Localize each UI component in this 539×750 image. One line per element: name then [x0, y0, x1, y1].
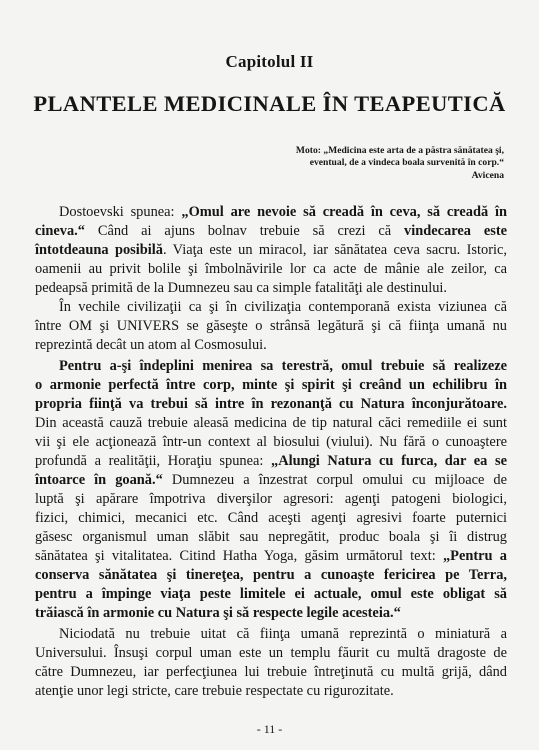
text-segment: către Dumnezeu, iar perfecţiunea lui trebuie întreţinută cu multă grijă, dând [35, 664, 507, 680]
text-line [35, 604, 507, 623]
text-segment: Niciodată nu trebuie uitat că fiinţa umană reprezintă o miniatură a [59, 626, 507, 642]
bold-text: întoarce în goană.“ [35, 472, 163, 488]
text-line [35, 433, 507, 452]
text-segment: Când ai ajuns bolnav trebuie să crezi că [84, 223, 405, 239]
text-segment: Dumnezeu a înzestrat corpul omului cu mijloace de [162, 472, 507, 488]
text-segment: Din această cauză trebuie aleasă medicina de tip natural căci remediile ei sunt [35, 415, 507, 431]
text-line [35, 203, 507, 222]
text-line [35, 566, 507, 585]
chapter-heading: Capitolul II [225, 52, 314, 71]
text-line [35, 414, 507, 433]
bold-text: „Omul are nevoie să creadă în ceva, să creadă în [181, 204, 507, 220]
text-segment: între OM şi UNIVERS se găseşte o strânsă legătură şi că fiinţa umană nu [35, 318, 507, 334]
text-line [35, 452, 507, 471]
text-segment: atenţie unor legi stricte, care trebuie respectate cu rigurozitate. [35, 683, 394, 699]
bold-text: întotdeauna posibilă [35, 242, 163, 258]
text-segment: reprezintă decât un atom al Cosmosului. [35, 337, 267, 353]
bold-text: propria fiinţă va trebui să intre în rezonanţă cu Natura înconjurătoare. [35, 396, 507, 412]
text-line [35, 376, 507, 395]
text-segment: vii şi ele acţionează într-un context al biosului (viului). Nu fără o cunoaştere [35, 434, 507, 450]
text-line [35, 241, 507, 260]
text-line [35, 682, 507, 701]
text-line [35, 357, 507, 376]
motto-line: Moto: „Medicina este arta de a păstra sănătatea şi, [295, 145, 504, 156]
text-segment: profundă a realităţii, Horaţiu spunea: [35, 453, 271, 469]
text-line [35, 222, 507, 241]
page-number: - 11 - [256, 722, 283, 736]
bold-text: vindecarea este [404, 223, 507, 239]
bold-text: conserva sănătatea şi tinereţea, pentru a cunoaşte fericirea pe Terra, [35, 567, 507, 583]
bold-text: Pentru a-şi îndeplini menirea sa terestră, omul trebuie să realizeze [59, 358, 507, 374]
text-segment: Dostoevski spunea: [59, 204, 182, 220]
body-text [35, 203, 507, 701]
bold-text: o armonie perfectă între corp, minte şi spirit şi creând un echilibru în [35, 377, 507, 393]
text-line [35, 471, 507, 490]
text-segment: oamenii au privit bolile şi îmbolnăvirile lor ca acte de mânie ale zeilor, ca [35, 261, 507, 277]
bold-text: „Alungi Natura cu furca, dar ea se [271, 453, 507, 469]
text-line [35, 317, 507, 336]
text-segment: fizici, chimici, mecanici etc. Când aceşti agenţi agresivi foarte puternici [35, 510, 507, 526]
text-line [35, 490, 507, 509]
text-segment: În vechile civilizaţii ca şi în civilizaţia contemporană exista viziunea că [59, 299, 507, 315]
text-line [35, 528, 507, 547]
text-line [35, 547, 507, 566]
text-line [35, 395, 507, 414]
text-line [35, 585, 507, 604]
bold-text: „Pentru a [442, 548, 507, 564]
text-line [35, 279, 507, 298]
text-segment: sănătatea şi vitalitatea. Citind Hatha Yoga, găsim următorul text: [35, 548, 443, 564]
text-segment: pedeapsă primită de la Dumnezeu sau ca simple fatalităţi ale destinului. [35, 280, 447, 296]
motto-line: eventual, de a vindeca boala survenită în corp.“ [309, 157, 504, 169]
bold-text: pentru a împinge viaţa peste limitele ei actuale, omul este obligat să [35, 586, 507, 602]
text-segment: Universului. Însuşi corpul uman este un templu făurit cu multă dragoste de [35, 645, 507, 661]
text-segment: luptă şi apărare împotriva diverşilor agresori: agenţi patogeni biologici, [35, 491, 507, 507]
text-segment: . Viaţa este un miracol, iar sănătatea ceva sacru. Istoric, [162, 242, 507, 258]
text-line [35, 260, 507, 279]
text-line [35, 663, 507, 682]
bold-text: cineva.“ [35, 223, 85, 239]
text-segment: găsesc organismul uman slăbit sau nepregătit, produc boala şi îi distrug [35, 529, 507, 545]
text-line [35, 625, 507, 644]
text-line [35, 509, 507, 528]
chapter-title: PLANTELE MEDICINALE ÎN TEAPEUTICĂ [33, 91, 506, 116]
text-line [35, 298, 507, 317]
bold-text: trăiască în armonie cu Natura şi să respecte legile acesteia.“ [35, 605, 401, 621]
motto-author: Avicena [471, 169, 504, 181]
text-line [35, 336, 507, 355]
text-line [35, 644, 507, 663]
motto-block [184, 145, 504, 182]
